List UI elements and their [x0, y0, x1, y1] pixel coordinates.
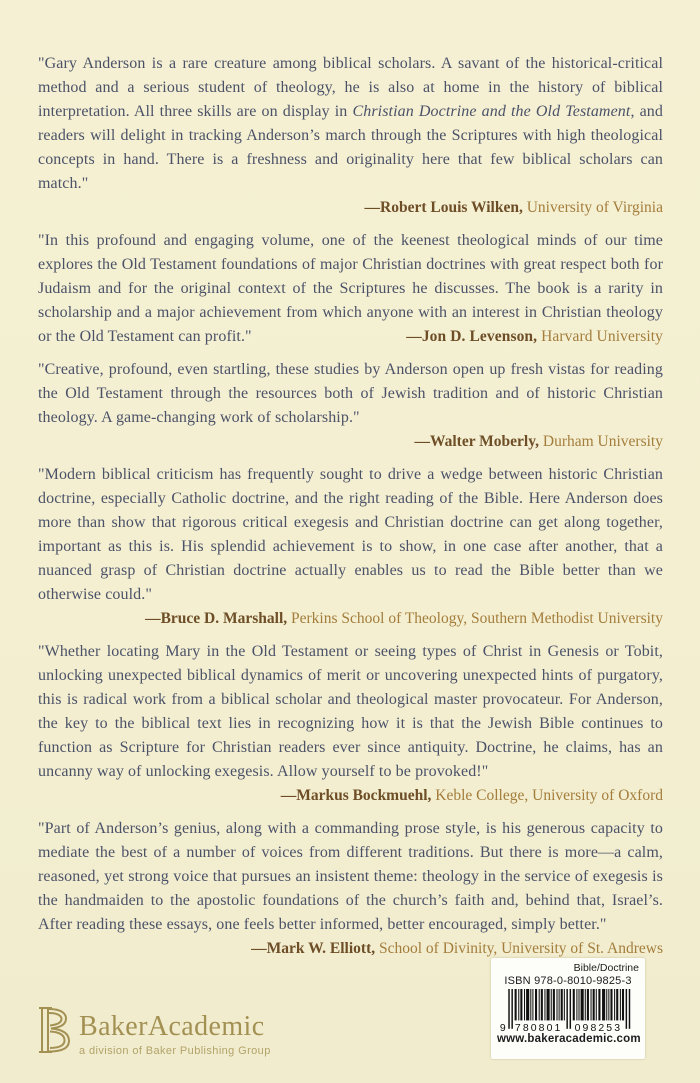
attribution-name: —Mark W. Elliott, — [251, 940, 376, 957]
endorsement-quote-3 — [38, 358, 663, 454]
endorsement-quote-5 — [38, 640, 663, 808]
attribution-affiliation: School of Divinity, University of St. Andrews — [375, 940, 663, 957]
quote-text: "Whether locating Mary in the Old Testament or seeing types of Christ in Genesis or Tobit, unlocking unexpected biblical dynamics of merit or uncovering unexpected hints of purgatory, this is radical work from a biblical scholar and theological master provocateur. For Anderson, the key to the biblical text lies in recognizing how it is that the Jewish Bible continues to function as Scripture for Christian readers ever since antiquity. Doctrine, he claims, has an uncanny way of unlocking exegesis. Allow yourself to be provoked!" — [38, 643, 663, 780]
endorsement-quote-6 — [38, 817, 663, 961]
category-label: Bible/Doctrine — [573, 962, 639, 974]
attribution-name: —Markus Bockmuehl, — [280, 787, 432, 804]
attribution-affiliation: Perkins School of Theology, Southern Methodist University — [287, 610, 663, 627]
quote-text: "Creative, profound, even startling, these studies by Anderson open up fresh vistas for reading the Old Testament through the resources both of Jewish tradition and of historic Christian theology. A game-changing work of scholarship." — [38, 361, 663, 426]
quote-text-before-title: "Gary Anderson is a rare creature among biblical scholars. A savant of the historical-critical method and a serious student of theology, he is also at home in the history of biblical interpretation. All three skills are on display in — [38, 55, 663, 120]
barcode-digits-group2: 098253 — [574, 1022, 623, 1033]
quote-text-body: "In this profound and engaging volume, one of the keenest theological minds of our time explores the Old Testament foundations of major Christian doctrines with great respect both for Judaism and for the original context of the Scriptures he discusses. The book is a rarity in scholarship and a major achievement from which anyone with an interest in Christian theology or the Old Testament can profit." — [38, 232, 663, 345]
endorsement-quote-2 — [38, 229, 663, 349]
barcode-digits-group1: 780801 — [514, 1022, 563, 1033]
publisher-logo — [36, 1004, 271, 1057]
attribution-affiliation: Durham University — [539, 433, 663, 450]
isbn-label: ISBN 978-0-8010-9825-3 — [504, 975, 632, 987]
attribution — [38, 430, 663, 454]
publisher-name: BakerAcademic — [79, 1011, 265, 1042]
attribution-affiliation: University of Virginia — [522, 199, 663, 216]
quote-text — [38, 229, 663, 349]
attribution — [38, 196, 663, 220]
attribution-name: —Robert Louis Wilken, — [364, 199, 523, 216]
attribution — [38, 784, 663, 808]
publisher-website: www.bakeracademic.com — [497, 1033, 641, 1045]
attribution-name: —Walter Moberly, — [414, 433, 540, 450]
quote-text: "Modern biblical criticism has frequently sought to drive a wedge between historic Christian doctrine, especially Catholic doctrine, and the right reading of the Bible. Here Anderson does more than show that rigorous critical exegesis and Christian doctrine can get along together, important as this is. His splendid achievement is to show, in one case after another, that a nuanced grasp of Christian doctrine actually enables us to read the Bible better than we otherwise could." — [38, 466, 663, 603]
attribution-affiliation: Keble College, University of Oxford — [431, 787, 663, 804]
endorsements-section — [38, 52, 663, 970]
barcode-digit-left: 9 — [499, 1022, 506, 1033]
quote-text: "Part of Anderson’s genius, along with a commanding prose style, is his generous capacity to mediate the best of a number of voices from different traditions. But there is more—a calm, reasoned, yet strong voice that pursues an insistent theme: theology in the service of exegesis is the handmaiden to the apostolic foundations of the church’s faith and, behind that, Israel’s. After reading these essays, one feels better informed, better encouraged, simply better." — [38, 820, 663, 933]
attribution-name: —Jon D. Levenson, — [406, 328, 538, 345]
quote-text-after-title: , and readers will delight in tracking Anderson’s march through the Scriptures with high theological concepts in hand. There is a freshness and originality here that few biblical scholars can match." — [38, 103, 664, 192]
publisher-tagline: a division of Baker Publishing Group — [79, 1045, 271, 1057]
attribution-name: —Bruce D. Marshall, — [145, 610, 288, 627]
publisher-wordmark — [79, 1004, 271, 1057]
book-title-italic: Christian Doctrine and the Old Testament — [352, 103, 631, 120]
attribution — [386, 325, 663, 349]
endorsement-quote-4 — [38, 463, 663, 631]
baker-monogram-icon — [36, 1004, 72, 1056]
barcode-label — [491, 958, 645, 1059]
attribution-affiliation: Harvard University — [537, 328, 663, 345]
quote-text — [38, 52, 663, 196]
barcode-icon — [498, 989, 638, 1033]
endorsement-quote-1 — [38, 52, 663, 220]
attribution — [38, 607, 663, 631]
